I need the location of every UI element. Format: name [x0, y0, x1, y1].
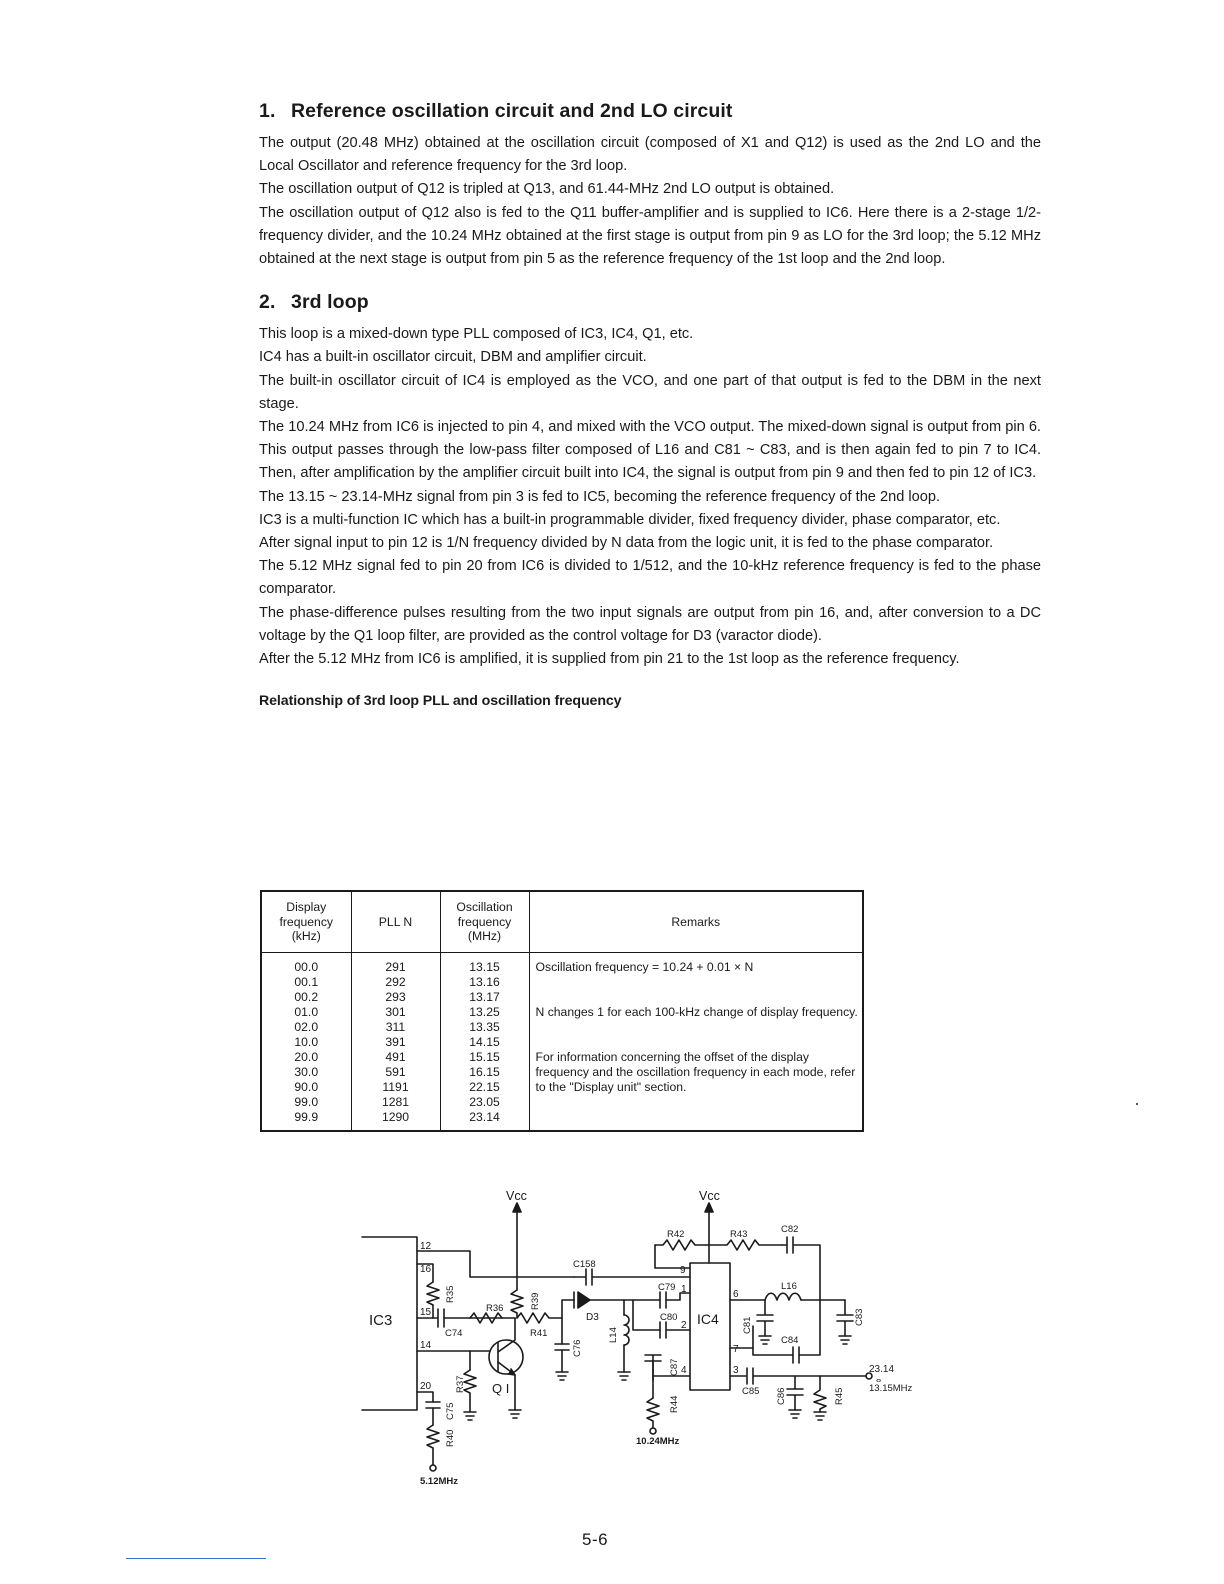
- table-cell: 13.25: [469, 1005, 500, 1019]
- ic4-pin-3: 3: [733, 1365, 739, 1376]
- paragraph: The output (20.48 MHz) obtained at the oscillation circuit (composed of X1 and Q12) is used as the 2nd LO and the Local Oscillator and reference frequency for the 3rd loop.: [259, 135, 1041, 175]
- paragraph: After signal input to pin 12 is 1/N frequency divided by N data from the logic unit, it is fed to the phase comparator.: [259, 535, 994, 552]
- header-display-frequency: Display frequency (kHz): [261, 891, 351, 953]
- scan-speck: [1136, 1103, 1138, 1105]
- freq-out-separator: ⴰ: [876, 1375, 882, 1384]
- c75-label: C75: [445, 1402, 456, 1420]
- table-cell: 22.15: [469, 1080, 500, 1094]
- freq-out-top-label: 23.14: [869, 1364, 895, 1375]
- table-cell: 13.16: [469, 975, 500, 989]
- table-cell: 99.0: [294, 1095, 319, 1109]
- table-cell: 293: [385, 990, 406, 1004]
- ic4-pin-7: 7: [733, 1344, 739, 1355]
- ic3-pin-12: 12: [420, 1241, 432, 1252]
- table-cell: 99.9: [294, 1110, 319, 1124]
- paragraph: The 5.12 MHz signal fed to pin 20 from IC6 is divided to 1/512, and the 10-kHz reference frequency is fed to the phase comparator.: [259, 558, 1041, 598]
- header-remarks: Remarks: [529, 891, 863, 953]
- table-cell: 491: [385, 1050, 406, 1064]
- r37-label: R37: [455, 1375, 466, 1393]
- table-cell: 90.0: [294, 1080, 319, 1094]
- remark-offset: For information concerning the offset of the display frequency and the oscillation frequency in each mode, refer to the "Display unit" section.: [535, 1050, 856, 1094]
- table-cell: 00.0: [294, 960, 319, 974]
- c81-label: C81: [742, 1316, 753, 1334]
- table-cell: 1290: [381, 1110, 410, 1124]
- paragraph: The 13.15 ~ 23.14-MHz signal from pin 3 is fed to IC5, becoming the reference frequency of the 2nd loop.: [259, 488, 941, 505]
- paragraph: IC4 has a built-in oscillator circuit, DBM and amplifier circuit.: [259, 349, 647, 366]
- ic3-label: IC3: [369, 1312, 393, 1329]
- freq-10-24-label: 10.24MHz: [636, 1436, 680, 1447]
- table-cell: 13.17: [469, 990, 500, 1004]
- table-cell: 1281: [381, 1095, 410, 1109]
- remark-formula: Oscillation frequency = 10.24 + 0.01 × N: [535, 960, 754, 974]
- ic3-pin-16: 16: [420, 1264, 432, 1275]
- c76-label: C76: [572, 1339, 583, 1357]
- freq-out-bottom-label: 13.15MHz: [869, 1383, 913, 1394]
- d3-label: D3: [586, 1312, 599, 1323]
- paragraph: The built-in oscillator circuit of IC4 is employed as the VCO, and one part of that output is fed to the DBM in the next stage.: [259, 372, 1041, 412]
- ic4-pin-1: 1: [681, 1284, 687, 1295]
- c79-label: C79: [658, 1282, 676, 1293]
- r39-label: R39: [530, 1292, 541, 1310]
- paragraph: The phase-difference pulses resulting from the two input signals are output from pin 16, and, after conversion to a DC voltage by the Q1 loop filter, are provided as the control voltage for D3 (varactor diode).: [259, 604, 1041, 644]
- l16-label: L16: [781, 1281, 797, 1292]
- c74-label: C74: [445, 1328, 463, 1339]
- c85-label: C85: [742, 1386, 760, 1397]
- table-cell: 23.14: [469, 1110, 500, 1124]
- paragraph: The oscillation output of Q12 is tripled at Q13, and 61.44-MHz 2nd LO output is obtained.: [259, 181, 835, 198]
- table-cell: 13.35: [469, 1020, 500, 1034]
- c82-label: C82: [781, 1224, 799, 1235]
- section-2-number: 2.: [259, 291, 276, 314]
- table-cell: 14.15: [469, 1035, 500, 1049]
- r45-label: R45: [834, 1387, 845, 1405]
- c80-label: C80: [660, 1312, 678, 1323]
- r42-label: R42: [667, 1229, 685, 1240]
- r44-label: R44: [669, 1395, 680, 1413]
- q1-label: Q I: [492, 1381, 510, 1396]
- r43-label: R43: [730, 1229, 748, 1240]
- table-cell: 15.15: [469, 1050, 500, 1064]
- ic4-pin-6: 6: [733, 1289, 739, 1300]
- table-cell: 591: [385, 1065, 406, 1079]
- r40-label: R40: [445, 1429, 456, 1447]
- paragraph: This loop is a mixed-down type PLL composed of IC3, IC4, Q1, etc.: [259, 326, 694, 343]
- footer-rule: [126, 1558, 266, 1559]
- ic3-pin-14: 14: [420, 1340, 432, 1351]
- table-cell: 10.0: [294, 1035, 319, 1049]
- ic3-pin-15: 15: [420, 1307, 432, 1318]
- ic3-pin-20: 20: [420, 1381, 432, 1392]
- table-title: Relationship of 3rd loop PLL and oscillation frequency: [259, 693, 622, 710]
- c86-label: C86: [776, 1387, 787, 1405]
- paragraph: The oscillation output of Q12 also is fed to the Q11 buffer-amplifier and is supplied to IC6. Here there is a 2-stage 1/2-frequency divider, and the 10.24 MHz obtained at the first stage is output from pin 9 as LO for the 3rd loop; the 5.12 MHz obtained at the next stage is output from pin 5 as the reference frequency of the 1st loop and the 2nd loop.: [259, 204, 1041, 268]
- vcc-right-label: Vcc: [699, 1189, 720, 1203]
- table-cell: 311: [385, 1020, 406, 1034]
- remark-n-change: N changes 1 for each 100-kHz change of display frequency.: [535, 1005, 858, 1019]
- paragraph: IC3 is a multi-function IC which has a built-in programmable divider, fixed frequency divider, phase comparator, etc.: [259, 511, 1001, 528]
- table-cell: 20.0: [294, 1050, 319, 1064]
- vcc-left-label: Vcc: [506, 1189, 527, 1203]
- c158-label: C158: [573, 1259, 596, 1270]
- ic4-label: IC4: [697, 1311, 719, 1327]
- page-number: 5-6: [582, 1530, 609, 1549]
- header-oscillation-frequency: Oscillation frequency (MHz): [440, 891, 529, 953]
- table-cell: 02.0: [294, 1020, 319, 1034]
- table-cell: 13.15: [469, 960, 500, 974]
- freq-5-12-label: 5.12MHz: [420, 1476, 459, 1487]
- ic4-pin-2: 2: [681, 1320, 687, 1331]
- header-pll-n: PLL N: [351, 891, 440, 953]
- r36-label: R36: [486, 1303, 504, 1314]
- section-2-title: 3rd loop: [291, 291, 369, 314]
- table-cell: 00.1: [294, 975, 319, 989]
- table-cell: 01.0: [294, 1005, 319, 1019]
- ic4-pin-9: 9: [680, 1265, 686, 1276]
- r41-label: R41: [530, 1328, 548, 1339]
- section-1-number: 1.: [259, 100, 276, 122]
- section-1-title: Reference oscillation circuit and 2nd LO circuit: [291, 100, 733, 122]
- table-cell: 301: [385, 1005, 406, 1019]
- r35-label: R35: [445, 1285, 456, 1303]
- c84-label: C84: [781, 1335, 799, 1346]
- table-cell: 291: [385, 960, 406, 974]
- table-cell: 23.05: [469, 1095, 500, 1109]
- table-cell: 16.15: [469, 1065, 500, 1079]
- table-cell: 391: [385, 1035, 406, 1049]
- table-cell: 00.2: [294, 990, 319, 1004]
- paragraph: After the 5.12 MHz from IC6 is amplified, it is supplied from pin 21 to the 1st loop as the reference frequency.: [259, 651, 960, 668]
- table-cell: 1191: [382, 1080, 409, 1094]
- paragraph: The 10.24 MHz from IC6 is injected to pin 4, and mixed with the VCO output. The mixed-down signal is output from pin 6. This output passes through the low-pass filter composed of L16 and C81 ~ C83, and is then again fed to pin 7 to IC4. Then, after amplification by the amplifier circuit built into IC4, the signal is output from pin 9 and then fed to pin 12 of IC3.: [259, 419, 1041, 482]
- c87-label: C87: [669, 1358, 680, 1376]
- table-cell: 30.0: [294, 1065, 319, 1079]
- c83-label: C83: [854, 1308, 865, 1326]
- l14-label: L14: [608, 1327, 619, 1343]
- ic4-pin-4: 4: [681, 1365, 687, 1376]
- table-cell: 292: [385, 975, 406, 989]
